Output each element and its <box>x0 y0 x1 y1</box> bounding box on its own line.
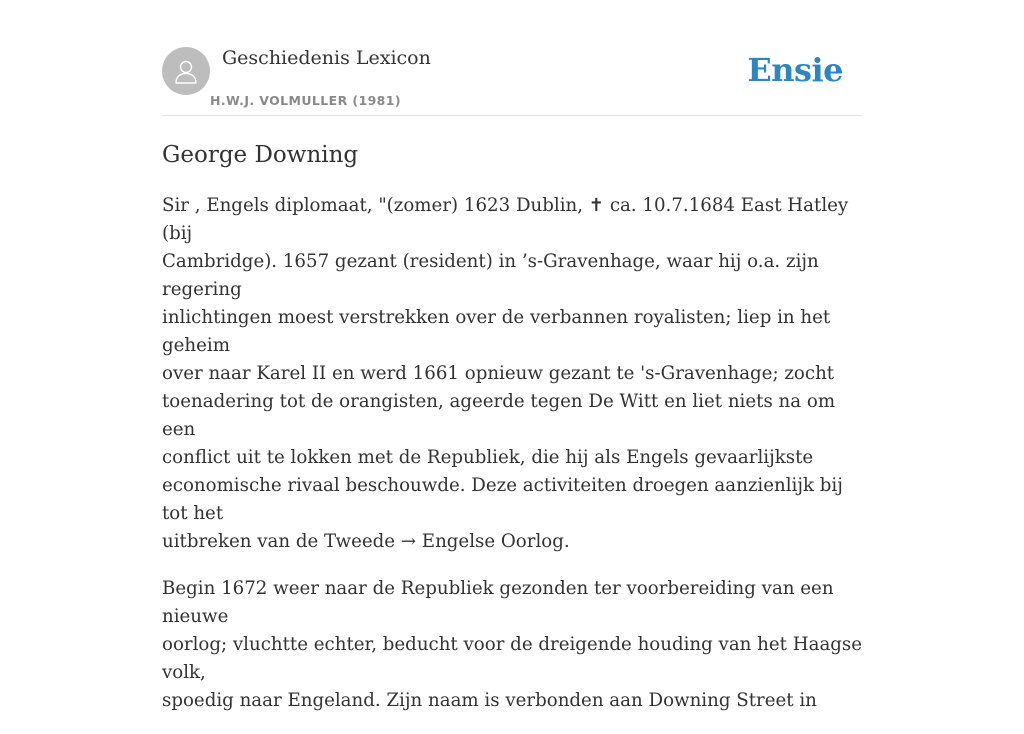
lexicon-header <box>162 46 862 116</box>
paragraph-line: Begin 1672 weer naar de Republiek gezonden ter voorbereiding van een nieuwe <box>162 578 834 627</box>
paragraph-line: economische rivaal beschouwde. Deze activiteiten droegen aanzienlijk bij tot het <box>162 475 843 524</box>
paragraph-line: inlichtingen moest verstrekken over de verbannen royalisten; liep in het geheim <box>162 307 831 356</box>
paragraph-line: uitbreken van de Tweede → Engelse Oorlog. <box>162 531 570 552</box>
user-icon <box>171 56 201 86</box>
lexicon-avatar[interactable] <box>162 47 210 95</box>
paragraph-line: conflict uit te lokken met de Republiek, die hij als Engels gevaarlijkste <box>162 447 814 468</box>
article-paragraph <box>162 575 866 715</box>
lexicon-author[interactable]: H.W.J. VOLMULLER (1981) <box>210 93 401 108</box>
lexicon-title[interactable]: Geschiedenis Lexicon <box>222 47 431 69</box>
paragraph-line: Sir , Engels diplomaat, "(zomer) 1623 Dublin, ✝ ca. 10.7.1684 East Hatley (bij <box>162 195 849 244</box>
paragraph-line: toenadering tot de orangisten, ageerde tegen De Witt en liet niets na om een <box>162 391 836 440</box>
paragraph-line: oorlog; vluchtte echter, beducht voor de dreigende houding van het Haagse volk, <box>162 634 863 683</box>
article-title: George Downing <box>162 142 359 168</box>
article-paragraph <box>162 192 866 556</box>
article-body <box>162 192 866 734</box>
paragraph-line: Cambridge). 1657 gezant (resident) in ’s-Gravenhage, waar hij o.a. zijn regering <box>162 251 819 300</box>
paragraph-line: over naar Karel II en werd 1661 opnieuw gezant te 's-Gravenhage; zocht <box>162 363 835 384</box>
paragraph-line: spoedig naar Engeland. Zijn naam is verbonden aan Downing Street in <box>162 690 817 711</box>
ensie-logo-link[interactable]: Ensie <box>747 51 843 89</box>
